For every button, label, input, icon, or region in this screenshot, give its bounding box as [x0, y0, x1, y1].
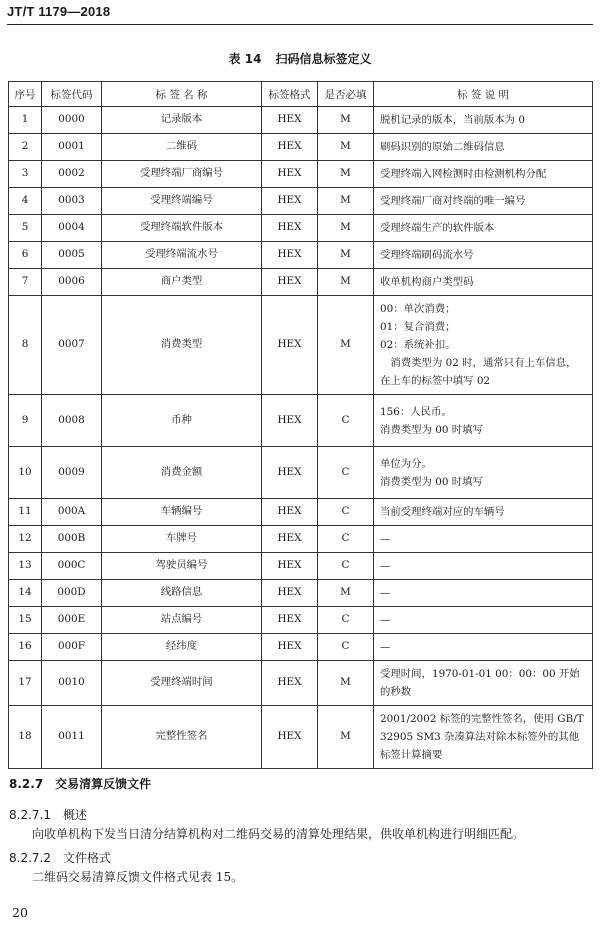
- required-cell: C: [318, 499, 374, 526]
- description-line: 156：人民币。: [380, 405, 452, 418]
- row-number-cell: 11: [9, 499, 42, 526]
- table-row: [9, 188, 593, 215]
- row-number-cell: 15: [9, 607, 42, 634]
- description-line: 脱机记录的版本，当前版本为 0: [380, 114, 525, 126]
- row-number-cell: 1: [9, 107, 42, 134]
- tag-name-cell: 记录版本: [102, 107, 262, 134]
- row-number-cell: 3: [9, 161, 42, 188]
- tag-code-cell: 0008: [42, 395, 102, 447]
- tag-format-cell: HEX: [262, 607, 318, 634]
- row-number-cell: 18: [9, 706, 42, 769]
- column-header: 序号: [9, 82, 42, 107]
- row-number-cell: 12: [9, 526, 42, 553]
- tag-code-cell: 0002: [42, 161, 102, 188]
- description-line: 受理终端入网检测时由检测机构分配: [380, 168, 547, 180]
- description-line: 受理终端生产的软件版本: [380, 222, 495, 234]
- header-rule: [7, 24, 593, 25]
- row-number-cell: 8: [9, 296, 42, 395]
- required-cell: M: [318, 580, 374, 607]
- tag-description-cell: [374, 296, 593, 395]
- table-row: [9, 607, 593, 634]
- table-row: [9, 134, 593, 161]
- description-line: 消费类型为 00 时填写: [380, 423, 483, 436]
- section-number: 8.2.7: [9, 777, 44, 791]
- overview-paragraph: 向收单机构下发当日清分结算机构对二维码交易的清算处理结果，供收单机构进行明细匹配。: [32, 827, 525, 841]
- description-line: 消费类型为 00 时填写: [380, 475, 483, 488]
- tag-description-cell: [374, 607, 593, 634]
- table-row: [9, 107, 593, 134]
- table-row: [9, 215, 593, 242]
- tag-format-cell: HEX: [262, 447, 318, 499]
- table-row: [9, 269, 593, 296]
- tag-name-cell: 线路信息: [102, 580, 262, 607]
- tag-description-cell: [374, 107, 593, 134]
- tag-description-cell: [374, 580, 593, 607]
- table-header-row: [9, 82, 593, 107]
- section-title: 交易清算反馈文件: [55, 777, 152, 791]
- tag-description-cell: [374, 553, 593, 580]
- required-cell: M: [318, 134, 374, 161]
- tag-name-cell: 受理终端厂商编号: [102, 161, 262, 188]
- row-number-cell: 5: [9, 215, 42, 242]
- tag-description-cell: [374, 706, 593, 769]
- tag-description-cell: [374, 161, 593, 188]
- tag-code-cell: 0009: [42, 447, 102, 499]
- tag-format-cell: HEX: [262, 161, 318, 188]
- standard-number: JT/T 1179—2018: [7, 4, 111, 19]
- required-cell: M: [318, 661, 374, 706]
- row-number-cell: 13: [9, 553, 42, 580]
- tag-code-cell: 0011: [42, 706, 102, 769]
- tag-name-cell: 驾驶员编号: [102, 553, 262, 580]
- tag-code-cell: 0003: [42, 188, 102, 215]
- tag-name-cell: 完整性签名: [102, 706, 262, 769]
- table-number: 表 14: [228, 52, 262, 66]
- table-row: [9, 499, 593, 526]
- table-row: [9, 296, 593, 395]
- table-row: [9, 395, 593, 447]
- tag-description-cell: [374, 188, 593, 215]
- description-line: 02：系统补扣。: [380, 339, 456, 351]
- tag-name-cell: 受理终端流水号: [102, 242, 262, 269]
- tag-code-cell: 0005: [42, 242, 102, 269]
- table-row: [9, 161, 593, 188]
- description-line: —: [380, 533, 391, 545]
- tag-code-cell: 000D: [42, 580, 102, 607]
- tag-description-cell: [374, 634, 593, 661]
- column-header: 标签代码: [42, 82, 102, 107]
- tag-format-cell: HEX: [262, 661, 318, 706]
- description-line: 单位为分。: [380, 457, 432, 470]
- tag-description-cell: [374, 242, 593, 269]
- section-number: 8.2.7.2: [9, 851, 51, 865]
- tag-code-cell: 0001: [42, 134, 102, 161]
- tag-description-cell: [374, 134, 593, 161]
- description-line: 00：单次消费；: [380, 303, 456, 315]
- table-row: [9, 580, 593, 607]
- column-header: 标签格式: [262, 82, 318, 107]
- tag-format-cell: HEX: [262, 188, 318, 215]
- tag-format-cell: HEX: [262, 395, 318, 447]
- tag-format-cell: HEX: [262, 242, 318, 269]
- tag-name-cell: 车辆编号: [102, 499, 262, 526]
- row-number-cell: 6: [9, 242, 42, 269]
- section-heading-8-2-7-2: [9, 849, 111, 866]
- tag-description-cell: [374, 661, 593, 706]
- required-cell: M: [318, 242, 374, 269]
- required-cell: M: [318, 215, 374, 242]
- tag-code-cell: 000B: [42, 526, 102, 553]
- section-number: 8.2.7.1: [9, 808, 51, 822]
- description-line: 受理终端刷码流水号: [380, 249, 474, 261]
- tag-name-cell: 消费类型: [102, 296, 262, 395]
- table-row: [9, 447, 593, 499]
- row-number-cell: 17: [9, 661, 42, 706]
- tag-format-cell: HEX: [262, 215, 318, 242]
- tag-name-cell: 受理终端编号: [102, 188, 262, 215]
- tag-format-cell: HEX: [262, 553, 318, 580]
- tag-name-cell: 消费金额: [102, 447, 262, 499]
- table-caption: [0, 50, 600, 67]
- tag-format-cell: HEX: [262, 269, 318, 296]
- tag-name-cell: 车牌号: [102, 526, 262, 553]
- row-number-cell: 10: [9, 447, 42, 499]
- tag-description-cell: [374, 269, 593, 296]
- tag-name-cell: 币种: [102, 395, 262, 447]
- tag-name-cell: 二维码: [102, 134, 262, 161]
- description-line: 受理时间，1970-01-01 00：00：00 开始的秒数: [380, 668, 580, 698]
- tag-description-cell: [374, 395, 593, 447]
- required-cell: M: [318, 107, 374, 134]
- tag-name-cell: 受理终端软件版本: [102, 215, 262, 242]
- required-cell: C: [318, 553, 374, 580]
- tag-name-cell: 商户类型: [102, 269, 262, 296]
- tag-name-cell: 经纬度: [102, 634, 262, 661]
- table-row: [9, 242, 593, 269]
- table-row: [9, 553, 593, 580]
- tag-code-cell: 000E: [42, 607, 102, 634]
- description-line: 2001/2002 标签的完整性签名，使用 GB/T 32905 SM3 杂凑算法对除本标签外的其他标签计算摘要: [380, 713, 584, 761]
- tag-name-cell: 站点编号: [102, 607, 262, 634]
- tag-description-cell: [374, 215, 593, 242]
- row-number-cell: 7: [9, 269, 42, 296]
- tag-format-cell: HEX: [262, 296, 318, 395]
- tag-code-cell: 0000: [42, 107, 102, 134]
- required-cell: C: [318, 607, 374, 634]
- description-line: —: [380, 641, 391, 653]
- row-number-cell: 16: [9, 634, 42, 661]
- table-row: [9, 661, 593, 706]
- tag-description-cell: [374, 526, 593, 553]
- description-line: 收单机构商户类型码: [380, 276, 474, 288]
- row-number-cell: 14: [9, 580, 42, 607]
- table-row: [9, 634, 593, 661]
- description-line: —: [380, 614, 391, 626]
- description-line: —: [380, 587, 391, 599]
- tag-code-cell: 0007: [42, 296, 102, 395]
- tag-format-cell: HEX: [262, 634, 318, 661]
- tag-format-cell: HEX: [262, 134, 318, 161]
- description-line: 01：复合消费；: [380, 321, 456, 333]
- required-cell: C: [318, 447, 374, 499]
- required-cell: C: [318, 395, 374, 447]
- table-row: [9, 526, 593, 553]
- required-cell: C: [318, 634, 374, 661]
- required-cell: M: [318, 188, 374, 215]
- description-line: —: [380, 560, 391, 572]
- tag-code-cell: 0010: [42, 661, 102, 706]
- row-number-cell: 9: [9, 395, 42, 447]
- section-heading-8-2-7: [9, 775, 151, 792]
- tag-description-cell: [374, 499, 593, 526]
- tag-definition-table: [8, 81, 593, 769]
- tag-format-cell: HEX: [262, 706, 318, 769]
- tag-code-cell: 0006: [42, 269, 102, 296]
- tag-format-cell: HEX: [262, 107, 318, 134]
- tag-code-cell: 000F: [42, 634, 102, 661]
- section-heading-8-2-7-1: [9, 806, 87, 823]
- tag-code-cell: 0004: [42, 215, 102, 242]
- table-title: 扫码信息标签定义: [275, 52, 372, 66]
- required-cell: M: [318, 706, 374, 769]
- row-number-cell: 4: [9, 188, 42, 215]
- tag-code-cell: 000C: [42, 553, 102, 580]
- section-title: 文件格式: [62, 851, 111, 865]
- column-header: 标 签 说 明: [374, 82, 593, 107]
- description-line: 受理终端厂商对终端的唯一编号: [380, 195, 526, 207]
- column-header: 是否必填: [318, 82, 374, 107]
- required-cell: C: [318, 526, 374, 553]
- required-cell: M: [318, 269, 374, 296]
- tag-code-cell: 000A: [42, 499, 102, 526]
- required-cell: M: [318, 296, 374, 395]
- page-number: 20: [12, 905, 28, 920]
- tag-name-cell: 受理终端时间: [102, 661, 262, 706]
- section-title: 概述: [62, 808, 87, 822]
- tag-format-cell: HEX: [262, 580, 318, 607]
- row-number-cell: 2: [9, 134, 42, 161]
- file-format-paragraph: 二维码交易清算反馈文件格式见表 15。: [32, 870, 244, 884]
- description-line: 消费类型为 02 时，通常只有上车信息，在上车的标签中填写 02: [380, 357, 577, 387]
- description-line: 当前受理终端对应的车辆号: [380, 506, 505, 518]
- column-header: 标 签 名 称: [102, 82, 262, 107]
- table-row: [9, 706, 593, 769]
- description-line: 刷码识别的原始二维码信息: [380, 141, 505, 153]
- tag-format-cell: HEX: [262, 526, 318, 553]
- tag-description-cell: [374, 447, 593, 499]
- tag-format-cell: HEX: [262, 499, 318, 526]
- required-cell: M: [318, 161, 374, 188]
